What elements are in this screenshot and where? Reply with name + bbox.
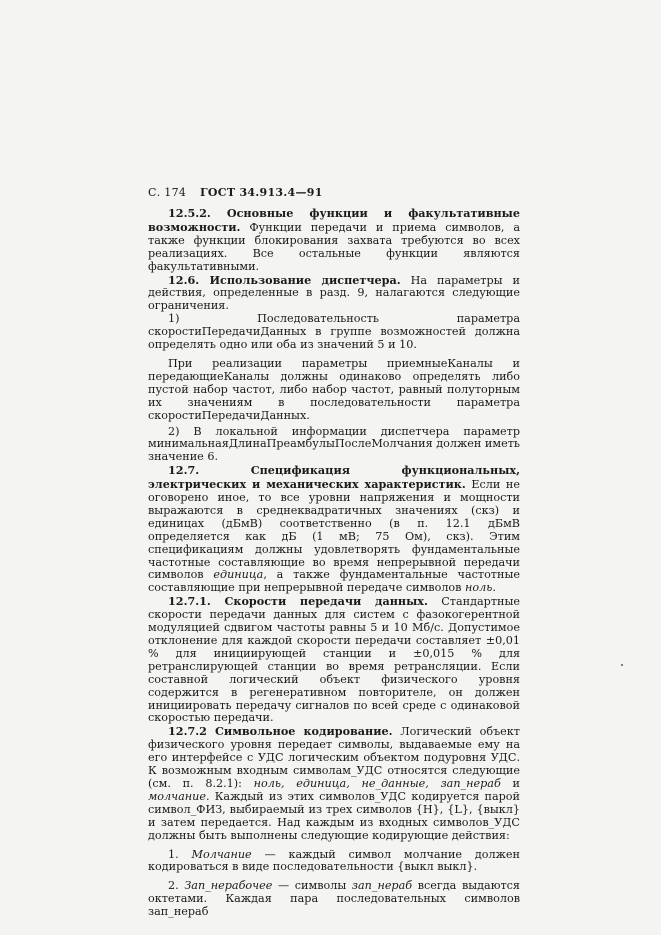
text-12-7-2-c: . Каждый из этих символов_УДС кодируется парой символ_ФИЗ, выбираемый из трех символов {H}, {L}, {выкл} и затем передается. Над каждым из входных символов_УДС должны быть выполнены следующие кодирующие действия: bbox=[148, 789, 520, 842]
symbol-zero: ноль bbox=[465, 581, 493, 595]
text-12-7-a: Если не оговорено иное, то все уровни напряжения и мощности выражаются в среднеквадратичных значениях (скз) и единицах (дБмВ) соответственно (в п. 12.1 дБмВ определяется как дБ (1 мВ; 75 Ом), скз). Этим спецификациям должны удовлетворять фундаментальные частотные составляющие во время непрерывной передачи символов bbox=[148, 478, 520, 582]
symbol-silence: молчание bbox=[148, 789, 206, 803]
heading-12-5-2: 12.5.2. Основные функции и факультативные возможности. bbox=[148, 206, 520, 234]
term-pad-idle-short: зап_нераб bbox=[351, 879, 413, 893]
text-12-7-1: Стандартные скорости передачи данных для систем с фазокогерентной модуляцией сдвигом частоты равны 5 и 10 Мб/с. Допустимое отклонение для каждой скорости передачи составляет ±0,01 % для инициирующей станции и ±0,015 % для ретранслирующей станции во время ретрансляции. Если составной логический объект физического уровня содержится в регенеративном повторителе, он должен инициировать передачу сигналов по всей среде с одинаковой скоростью передачи. bbox=[148, 595, 520, 725]
symbol-list: ноль, единица, не_данные, зап_нераб bbox=[253, 776, 501, 790]
text-list-2-a: — символы bbox=[277, 879, 347, 893]
document-body bbox=[148, 207, 520, 919]
heading-12-7: 12.7. Спецификация функциональных, электрических и механических характеристик. bbox=[148, 463, 520, 492]
paragraph-receive-channels: При реализации параметры приемныеКаналы и передающиеКаналы должны одинаково определять либо пустой набор частот, либо набор частот, равный полуторным их значениям в последовательности параметра скоростиПередачиДанных. bbox=[148, 356, 520, 422]
paragraph-12-5-2 bbox=[148, 207, 520, 274]
term-silence: Молчание bbox=[191, 847, 252, 861]
standard-title: ГОСТ 34.913.4—91 bbox=[200, 186, 323, 199]
text-12-7-2-b: и bbox=[512, 776, 520, 790]
heading-12-7-2: 12.7.2 Символьное кодирование. bbox=[168, 724, 393, 739]
text-list-2-b: всегда выдаются октетами. Каждая пара последовательных символов зап_нераб bbox=[148, 879, 520, 919]
text-12-7-c: . bbox=[492, 581, 496, 595]
text-12-7-2-a: Логический объект физического уровня передает символы, выдаваемые ему на его интерфейсе с УДС логическим объектом подуровня УДС. К возможным входным символам_УДС относятся следующие (см. п. 8.2.1): bbox=[148, 725, 520, 790]
paragraph-item-2: 2) В локальной информации диспетчера параметр минимальнаяДлинаПреамбулыПослеМолчания должен иметь значение 6. bbox=[148, 424, 520, 464]
paragraph-list-1 bbox=[148, 849, 520, 875]
heading-12-7-1: 12.7.1. Скорости передачи данных. bbox=[168, 594, 428, 609]
list-number-1: 1. bbox=[168, 847, 179, 861]
list-number-2: 2. bbox=[168, 879, 179, 893]
text-list-1: — каждый символ молчание должен кодироваться в виде последовательности {выкл выкл}. bbox=[148, 847, 520, 874]
text-12-7-b: , а также фундаментальные частотные составляющие при непрерывной передаче символов bbox=[148, 568, 520, 595]
page-header bbox=[148, 186, 323, 199]
paragraph-12-6 bbox=[148, 274, 520, 314]
paragraph-12-7-2 bbox=[148, 725, 520, 842]
paragraph-item-1: 1) Последовательность параметра скоростиПередачиДанных в группе возможностей должна определять одно или оба из значений 5 и 10. bbox=[148, 312, 520, 352]
text-12-6: На параметры и действия, определенные в разд. 9, налагаются следующие ограничения. bbox=[148, 273, 520, 313]
page-number: С. 174 bbox=[148, 186, 187, 199]
text-12-5-2: Функции передачи и приема символов, а также функции блокирования захвата требуются во всех реализациях. Все остальные функции являются факультативными. bbox=[148, 220, 520, 273]
paragraph-12-7-1 bbox=[148, 595, 520, 725]
paragraph-list-2 bbox=[148, 880, 520, 919]
term-pad-idle: Зап_нерабочее bbox=[184, 879, 273, 893]
speck-mark bbox=[621, 664, 623, 666]
heading-12-6: 12.6. Использование диспетчера. bbox=[168, 272, 401, 287]
symbol-one: единица bbox=[213, 568, 264, 582]
paragraph-12-7 bbox=[148, 464, 520, 595]
